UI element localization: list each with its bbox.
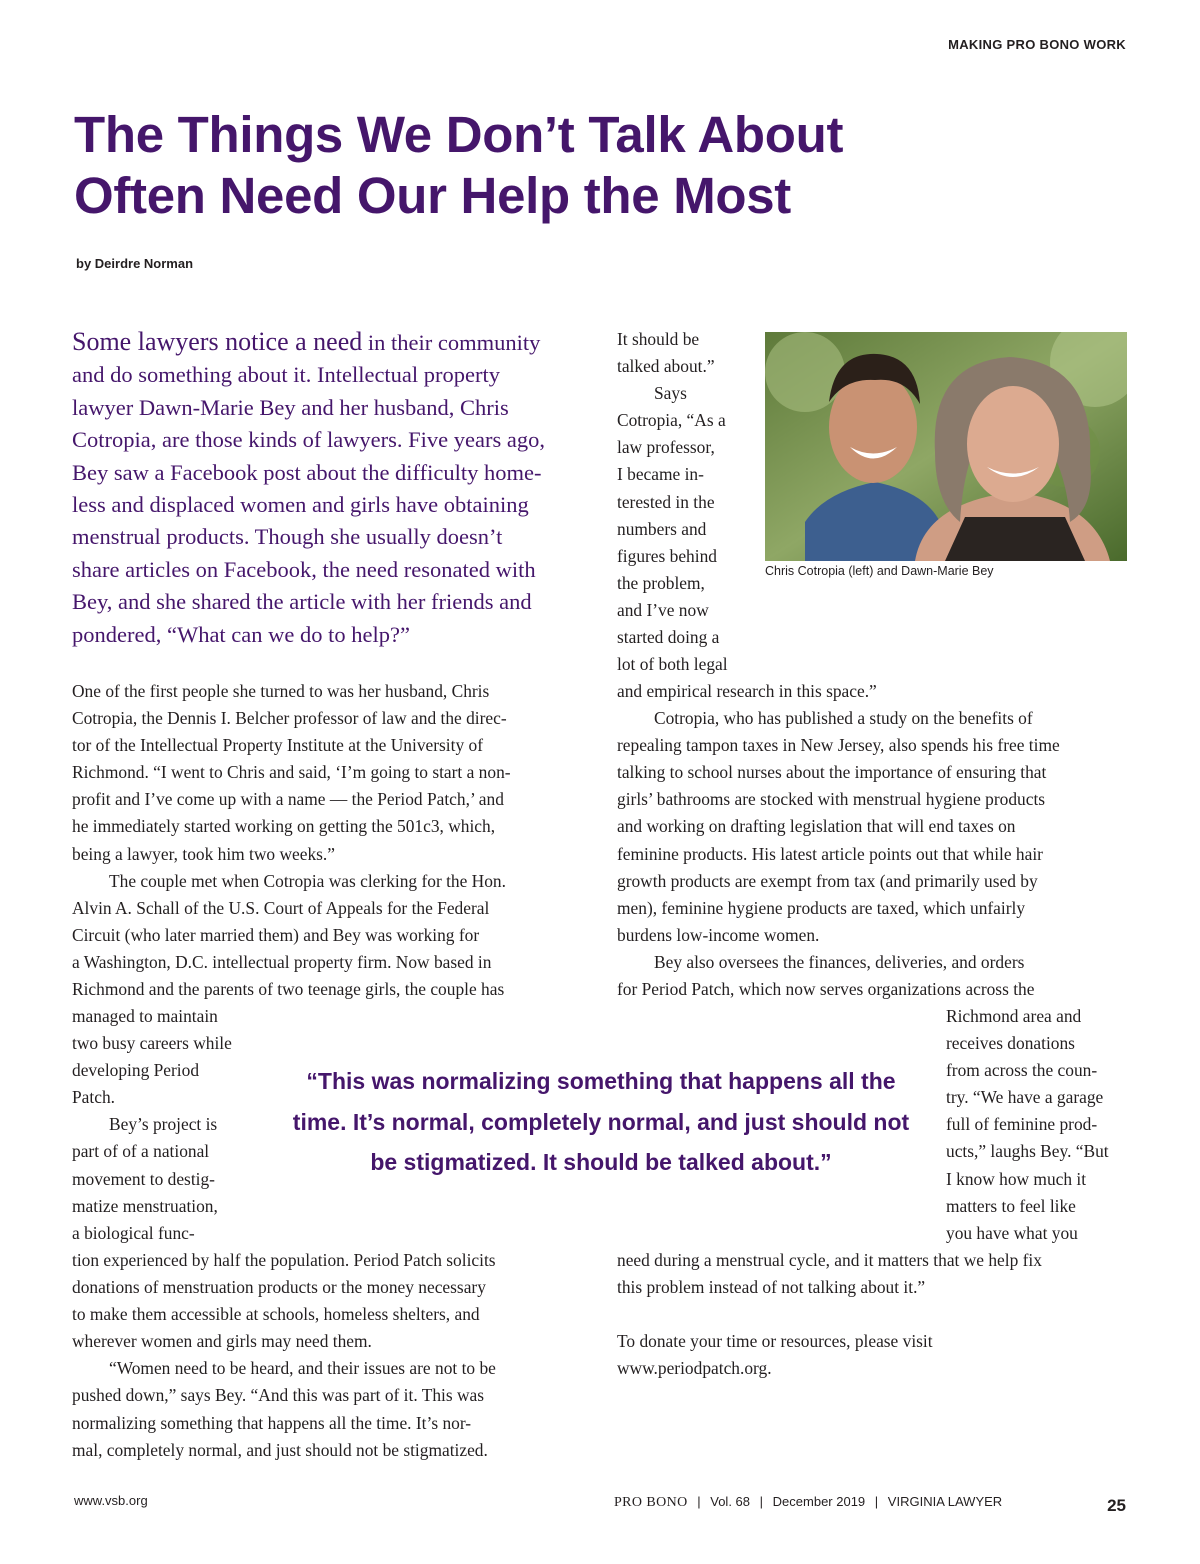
body-line: profit and I’ve come up with a name — the Period Patch,’ and [72,789,504,810]
footer-separator: | [697,1494,701,1509]
title-line-2: Often Need Our Help the Most [74,167,791,224]
body-line: developing Period [72,1060,200,1081]
lead-line: Bey, and she shared the article with her friends and [72,589,532,615]
body-line: a Washington, D.C. intellectual property firm. Now based in [72,951,492,972]
body-line: Says [654,383,687,404]
footer-date: December 2019 [772,1494,866,1509]
lead-line: pondered, “What can we do to help?” [72,621,410,647]
body-line: being a lawyer, took him two weeks.” [72,843,335,864]
body-line: figures behind [617,545,717,566]
body-line: the problem, [617,572,705,593]
pull-quote-line: be stigmatized. It should be talked about.” [370,1149,832,1175]
lead-text: in their community [362,330,541,355]
lead-start: Some lawyers notice a need [72,327,363,356]
footer-separator: | [759,1494,764,1509]
body-line: for Period Patch, which now serves organizations across the [617,979,1035,1000]
body-line: Circuit (who later married them) and Bey was working for [72,924,480,945]
body-line: Cotropia, “As a [617,410,726,431]
body-line: receives donations [946,1033,1075,1054]
body-line: lot of both legal [617,654,728,675]
lead-line [72,326,587,359]
body-line: One of the first people she turned to was her husband, Chris [72,681,490,701]
body-line: matize menstruation, [72,1195,218,1216]
lead-line: and do something about it. Intellectual property [72,362,501,388]
left-column-body-a [72,678,587,1003]
body-line: tion experienced by half the population. Period Patch solicits [72,1250,496,1270]
body-line: he immediately started working on getting the 501c3, which, [72,816,496,837]
body-line: ucts,” laughs Bey. “But [946,1141,1109,1162]
body-line: wherever women and girls may need them. [72,1331,372,1352]
pull-quote [282,1061,920,1183]
body-line: and empirical research in this space.” [617,681,877,701]
body-line: try. “We have a garage [946,1087,1104,1108]
footer-magazine: VIRGINIA LAWYER [887,1494,1003,1509]
lead-line: menstrual products. Though she usually doesn’t [72,524,503,550]
pull-quote-line: time. It’s normal, completely normal, and just should not [292,1108,910,1135]
body-line: I know how much it [946,1168,1087,1189]
body-line: It should be [617,329,700,349]
body-line: talking to school nurses about the importance of ensuring that [617,762,1047,783]
body-line: repealing tampon taxes in New Jersey, also spends his free time [617,735,1060,756]
body-line-blank [617,1301,1137,1328]
body-line: talked about.” [617,356,715,377]
page-number: 25 [1107,1496,1126,1515]
body-line: need during a menstrual cycle, and it matters that we help fix [617,1250,1042,1270]
footer-url[interactable]: www.vsb.org [74,1493,148,1508]
body-line: and working on drafting legislation that will end taxes on [617,816,1016,837]
body-line: “Women need to be heard, and their issues are not to be [109,1358,496,1379]
body-line: you have what you [946,1222,1078,1243]
body-line: Bey’s project is [109,1114,218,1135]
body-line: full of feminine prod- [946,1114,1098,1135]
body-line: Richmond area and [946,1006,1082,1026]
body-line: growth products are exempt from tax (and primarily used by [617,870,1038,891]
body-line: numbers and [617,518,707,539]
body-line: The couple met when Cotropia was clerking for the Hon. [109,870,506,891]
photo-illustration [765,332,1127,561]
body-line: feminine products. His latest article points out that while hair [617,843,1043,864]
body-line: matters to feel like [946,1195,1076,1216]
body-line: girls’ bathrooms are stocked with menstrual hygiene products [617,789,1046,810]
byline: by Deirdre Norman [76,256,194,271]
right-column-body-b [617,1247,1137,1382]
footer-section: PRO BONO [614,1495,688,1510]
body-line: tor of the Intellectual Property Institute at the University of [72,735,483,756]
body-line: Alvin A. Schall of the U.S. Court of Appeals for the Federal [72,897,490,918]
right-column-narrow [946,1003,1136,1247]
article-title [74,104,1074,226]
body-line: burdens low-income women. [617,924,820,945]
lead-line: Bey saw a Facebook post about the difficulty home- [72,459,542,485]
footer-separator: | [874,1494,879,1509]
body-line: two busy careers while [72,1033,232,1054]
section-tag: MAKING PRO BONO WORK [948,37,1126,52]
body-line: law professor, [617,437,715,458]
body-line: a biological func- [72,1222,195,1243]
body-line: Cotropia, the Dennis I. Belcher professor of law and the direc- [72,708,507,729]
body-line: Bey also oversees the finances, deliveries, and orders [654,951,1025,972]
body-line: men), feminine hygiene products are taxed, which unfairly [617,897,1026,918]
right-column-narrow-top [617,326,757,678]
pull-quote-line: “This was normalizing something that happens all the [306,1068,896,1094]
right-column-body-a [617,678,1137,1003]
body-line: to make them accessible at schools, homeless shelters, and [72,1304,480,1325]
body-line: mal, completely normal, and just should not be stigmatized. [72,1439,488,1460]
body-line: this problem instead of not talking about it.” [617,1277,926,1298]
body-line: and I’ve now [617,599,709,620]
donate-url[interactable]: www.periodpatch.org. [617,1358,772,1379]
body-line: managed to maintain [72,1006,218,1026]
body-line: Richmond and the parents of two teenage girls, the couple has [72,979,505,1000]
body-line: Richmond. “I went to Chris and said, ‘I’m going to start a non- [72,762,511,783]
body-line: I became in- [617,464,704,485]
footer-publication [614,1494,1002,1511]
body-line: terested in the [617,491,715,512]
left-column-body-b [72,1247,587,1464]
photo-caption: Chris Cotropia (left) and Dawn-Marie Bey [765,564,994,578]
left-column-narrow [72,1003,272,1247]
footer-volume: Vol. 68 [710,1494,751,1509]
body-line: Cotropia, who has published a study on the benefits of [654,708,1033,729]
lead-line: lawyer Dawn-Marie Bey and her husband, Chris [72,394,509,420]
lead-line: Cotropia, are those kinds of lawyers. Five years ago, [72,427,546,453]
body-line: normalizing something that happens all the time. It’s nor- [72,1412,472,1433]
lead-line: share articles on Facebook, the need resonated with [72,556,536,582]
title-line-1: The Things We Don’t Talk About [74,106,844,163]
author-photo [765,332,1127,561]
lead-line: less and displaced women and girls have obtaining [72,492,529,518]
lead-paragraph [72,326,587,651]
body-line: from across the coun- [946,1060,1098,1081]
body-line: Patch. [72,1087,115,1108]
body-line: pushed down,” says Bey. “And this was part of it. This was [72,1385,485,1406]
body-line: donations of menstruation products or the money necessary [72,1277,486,1298]
body-line: part of of a national [72,1141,210,1162]
body-line: To donate your time or resources, please visit [617,1331,933,1352]
body-line: movement to destig- [72,1168,215,1189]
body-line: started doing a [617,627,720,648]
